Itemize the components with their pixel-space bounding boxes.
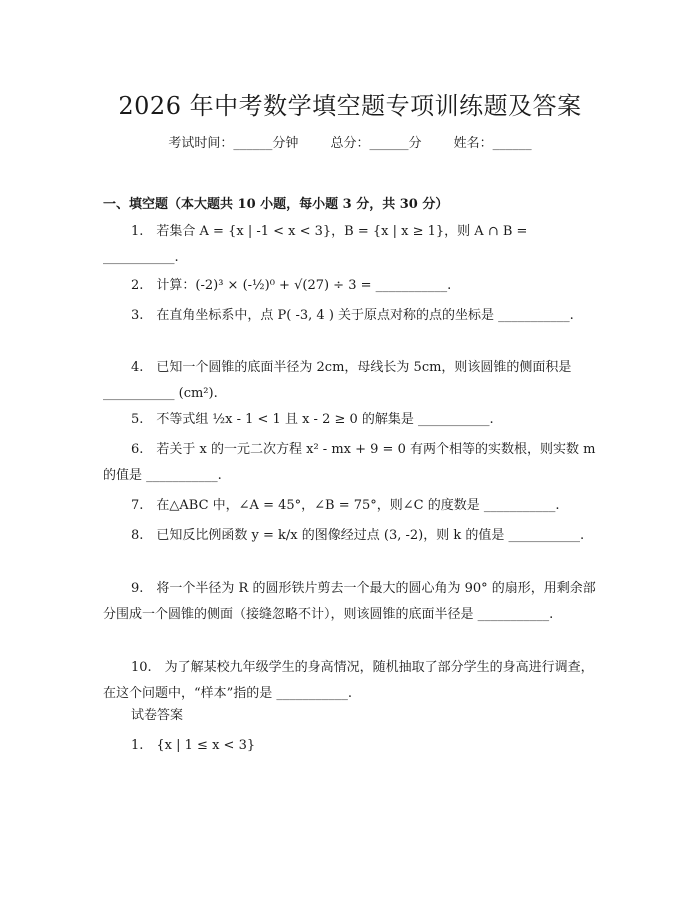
question-5: 5. 不等式组 ½x - 1 < 1 且 x - 2 ≥ 0 的解集是 ___________. xyxy=(131,412,494,427)
question-10: 10. 为了解某校九年级学生的身高情况，随机抽取了部分学生的身高进行调查，在这个问题中，“样本”指的是 ___________. xyxy=(103,660,594,701)
section-title: 一、填空题（本大题共 10 小题，每小题 3 分，共 30 分） xyxy=(103,197,449,212)
question-2: 2. 计算：(-2)³ × (-½)⁰ + √(27) ÷ 3 = ___________. xyxy=(131,278,452,293)
question-3: 3. 在直角坐标系中，点 P( -3, 4 ) 关于原点对称的点的坐标是 ___________. xyxy=(131,308,574,323)
question-4: 4. 已知一个圆锥的底面半径为 2cm，母线长为 5cm，则该圆锥的侧面积是 ___________ (cm²). xyxy=(103,360,576,401)
exam-time: 考试时间：______分钟 xyxy=(168,136,299,151)
exam-info xyxy=(0,132,700,151)
question-6: 6. 若关于 x 的一元二次方程 x² - mx + 9 = 0 有两个相等的实数根，则实数 m 的值是 ___________. xyxy=(103,442,600,483)
question-9: 9. 将一个半径为 R 的圆形铁片剪去一个最大的圆心角为 90° 的扇形，用剩余部分围成一个圆锥的侧面（接缝忽略不计），则该圆锥的底面半径是 ___________. xyxy=(103,581,596,622)
question-7: 7. 在△ABC 中，∠A = 45°，∠B = 75°，则∠C 的度数是 ___________. xyxy=(131,498,560,513)
question-8: 8. 已知反比例函数 y = k/x 的图像经过点 (3, -2)，则 k 的值是 ___________. xyxy=(131,528,585,543)
page-title: 2026 年中考数学填空题专项训练题及答案 xyxy=(118,92,582,120)
total-score: 总分：______分 xyxy=(330,136,422,151)
student-name: 姓名：______ xyxy=(453,136,532,151)
answer-1: 1. {x | 1 ≤ x < 3} xyxy=(131,738,256,753)
question-1: 1. 若集合 A = {x | -1 < x < 3}，B = {x | x ≥ 1}，则 A ∩ B = ___________. xyxy=(103,224,532,265)
answer-heading: 试卷答案 xyxy=(131,708,184,723)
